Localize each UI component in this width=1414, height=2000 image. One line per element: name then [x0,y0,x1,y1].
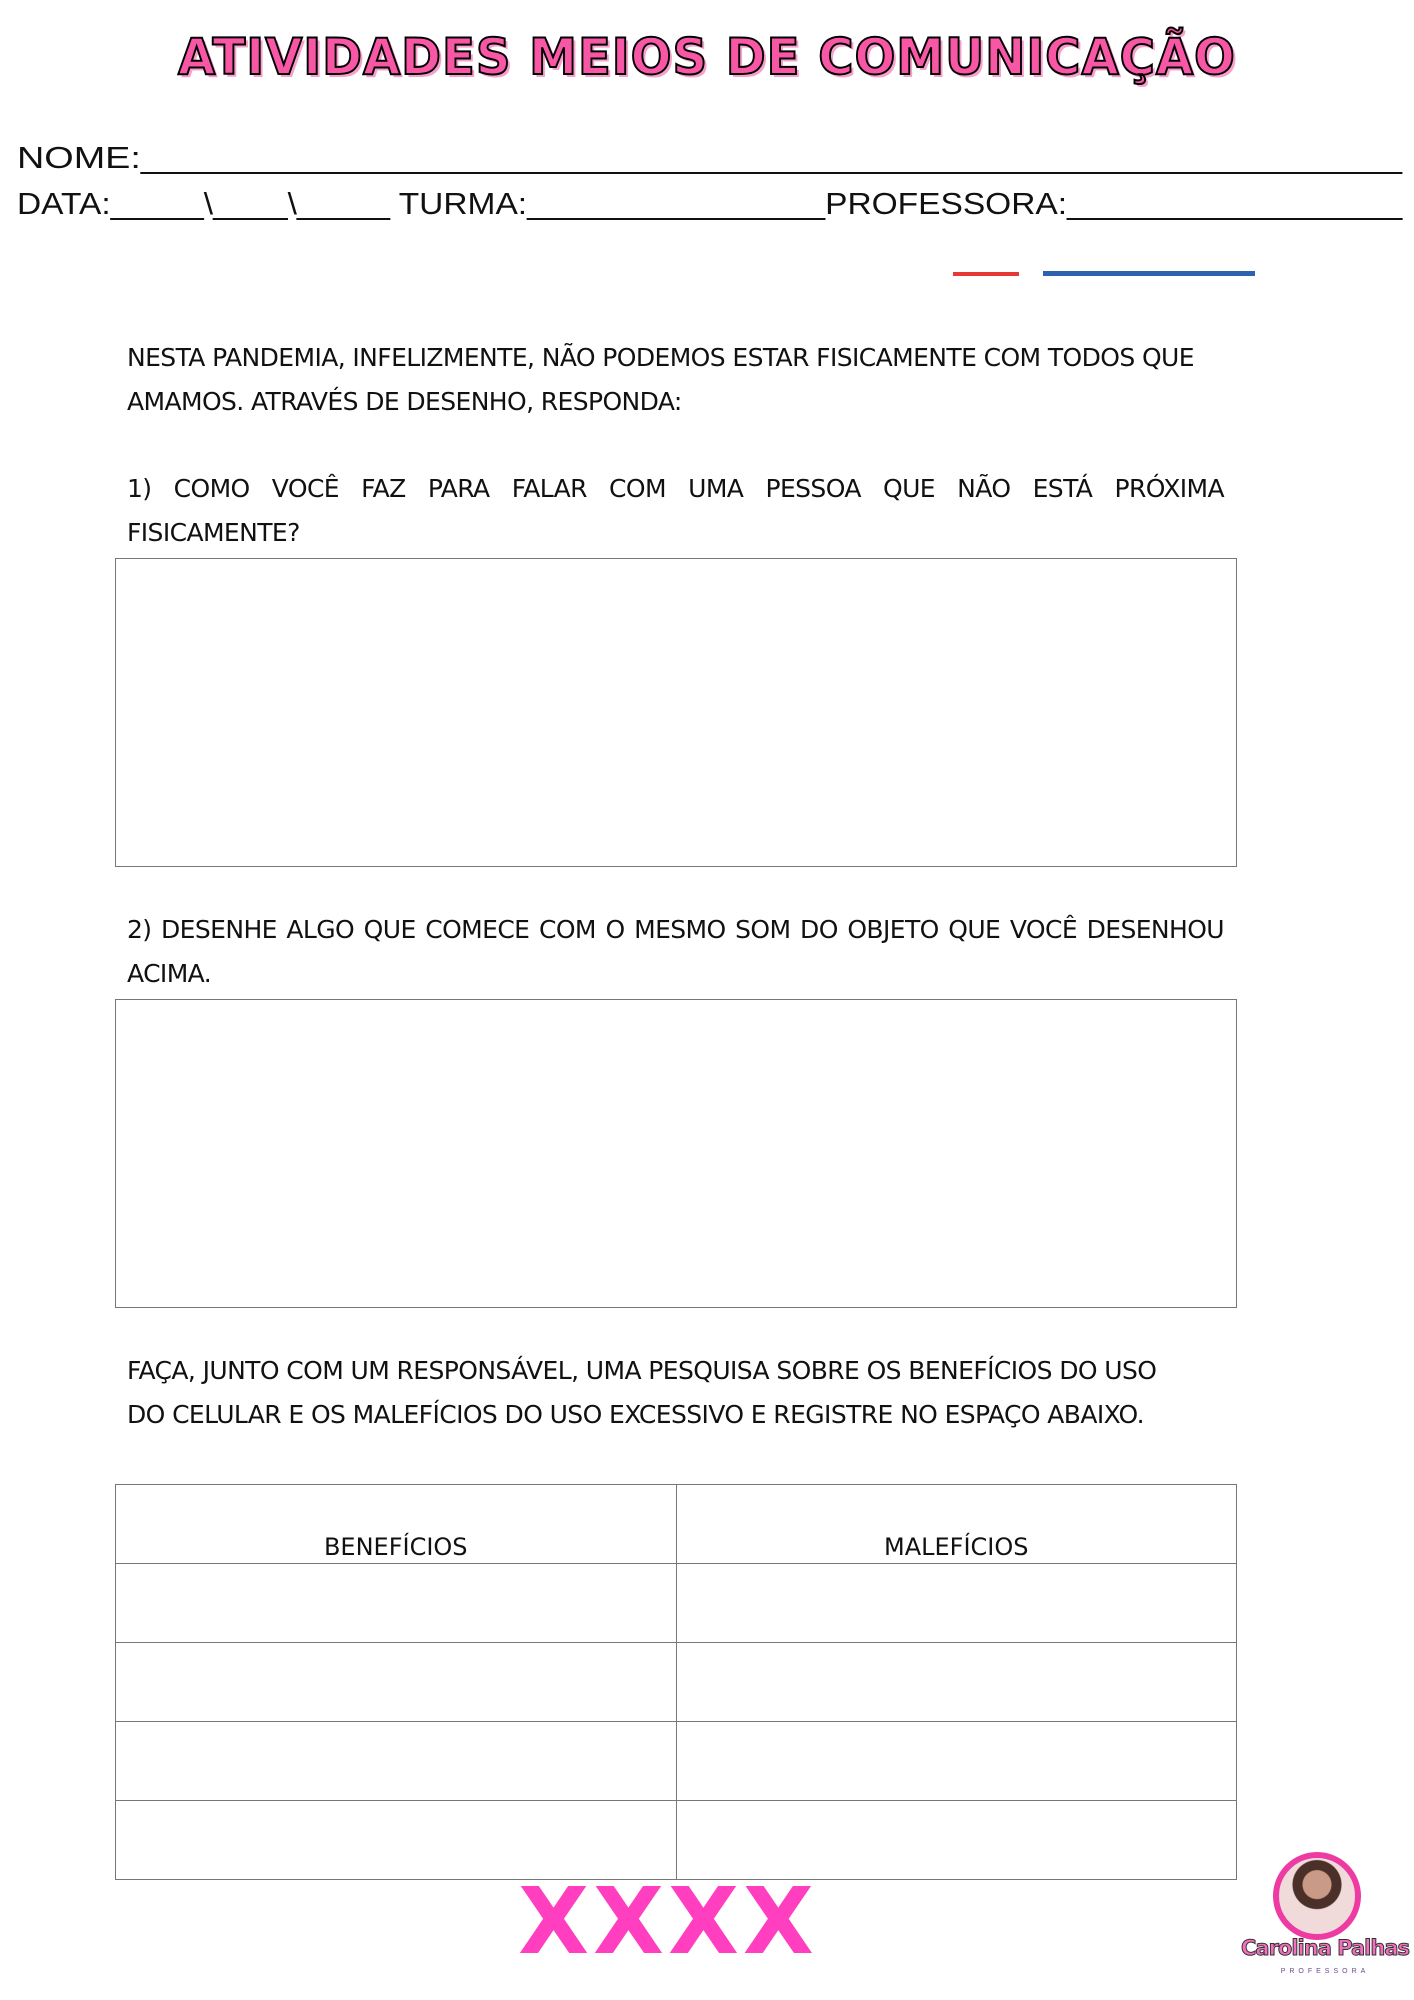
table-header-row [116,1485,1237,1564]
intro-text: NESTA PANDEMIA, INFELIZMENTE, NÃO PODEMOS ESTAR FISICAMENTE COM TODOS QUE AMAMOS. ATRAVÉS DE DESENHO, RESPONDA: [127,343,1194,416]
red-mark [953,272,1019,276]
author-logo-name: Carolina Palhas [1240,1936,1409,1960]
author-logo-subtitle: PROFESSORA [1280,1968,1370,1975]
table-row [116,1643,1237,1722]
drawing-box-1[interactable] [115,558,1237,867]
header-beneficios: BENEFÍCIOS [116,1485,677,1564]
header-maleficios: MALEFÍCIOS [676,1485,1237,1564]
date-class-teacher-line[interactable]: DATA:_____\____\_____ TURMA:________________PROFESSORA:__________________ [17,186,1403,221]
author-photo-avatar [1273,1852,1361,1940]
question-1: 1) COMO VOCÊ FAZ PARA FALAR COM UMA PESSOA QUE NÃO ESTÁ PRÓXIMA FISICAMENTE? [127,474,1224,547]
benefits-harms-table [115,1484,1237,1880]
table-cell[interactable] [116,1643,677,1722]
table-cell[interactable] [116,1722,677,1801]
table-cell[interactable] [676,1564,1237,1643]
page-title: ATIVIDADES MEIOS DE COMUNICAÇÃO [178,28,1236,86]
table-cell[interactable] [676,1643,1237,1722]
table-cell[interactable] [116,1564,677,1643]
drawing-box-2[interactable] [115,999,1237,1308]
footer-xxxx-mark: XXXX [518,1868,818,1975]
table-row [116,1722,1237,1801]
research-instructions: FAÇA, JUNTO COM UM RESPONSÁVEL, UMA PESQUISA SOBRE OS BENEFÍCIOS DO USO DO CELULAR E OS MALEFÍCIOS DO USO EXCESSIVO E REGISTRE NO ESPAÇO ABAIXO. [127,1356,1157,1429]
blue-mark [1043,271,1255,276]
table-cell[interactable] [676,1722,1237,1801]
question-2: 2) DESENHE ALGO QUE COMECE COM O MESMO SOM DO OBJETO QUE VOCÊ DESENHOU ACIMA. [127,915,1224,988]
table-row [116,1564,1237,1643]
name-field-line[interactable]: NOME:____________________________________________________________ [17,140,1403,175]
